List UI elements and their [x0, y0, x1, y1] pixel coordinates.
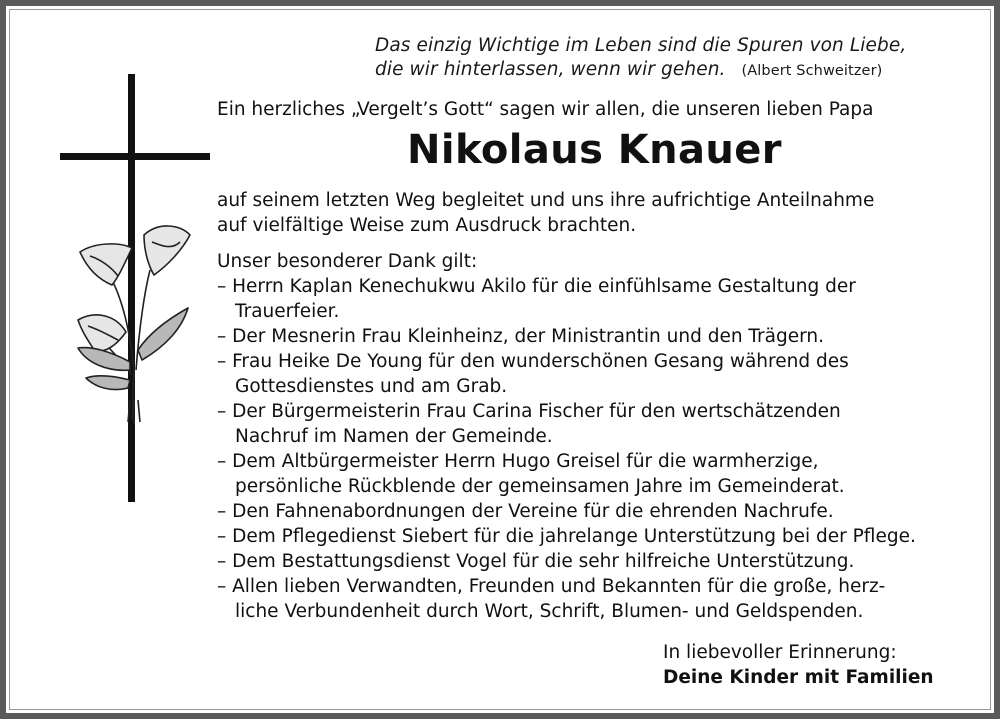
quote-line-text: die wir hinterlassen, wenn wir gehen.: [375, 59, 726, 80]
list-item-line: Trauerfeier.: [235, 301, 340, 322]
list-item-line: persönliche Rückblende der gemeinsamen Jahre im Gemeinderat.: [235, 476, 845, 497]
list-item-line: – Herrn Kaplan Kenechukwu Akilo für die einfühlsame Gestaltung der: [217, 276, 856, 297]
list-item-line: – Allen lieben Verwandten, Freunden und Bekannten für die große, herz-: [217, 576, 886, 597]
list-item-line: – Den Fahnenabordnungen der Vereine für die ehrenden Nachrufe.: [217, 501, 834, 522]
thanks-heading: Unser besonderer Dank gilt:: [217, 251, 478, 272]
deceased-name: Nikolaus Knauer: [407, 127, 782, 173]
thanks-intro: Ein herzliches „Vergelt’s Gott“ sagen wir allen, die unseren lieben Papa: [217, 99, 874, 120]
quote: [375, 34, 975, 83]
list-item: [217, 399, 916, 449]
signature: Deine Kinder mit Familien: [663, 667, 934, 688]
quote-line: [375, 58, 975, 83]
list-item-line: – Der Bürgermeisterin Frau Carina Fischer für den wertschätzenden: [217, 401, 841, 422]
list-item-line: liche Verbundenheit durch Wort, Schrift, Blumen- und Geldspenden.: [235, 601, 864, 622]
quote-author: (Albert Schweitzer): [741, 63, 883, 79]
quote-line: Das einzig Wichtige im Leben sind die Spuren von Liebe,: [375, 35, 907, 56]
list-item-line: Gottesdienstes und am Grab.: [235, 376, 508, 397]
list-item: [217, 574, 916, 624]
list-item: [217, 324, 916, 349]
paragraph-line: auf seinem letzten Weg begleitet und uns ihre aufrichtige Anteilnahme: [217, 190, 875, 211]
closing: [663, 640, 934, 690]
list-item: [217, 499, 916, 524]
list-item: [217, 524, 916, 549]
cross-icon: [60, 74, 210, 502]
intro-paragraph: [217, 188, 874, 238]
thanks-list: [217, 249, 916, 624]
list-item: [217, 274, 916, 324]
closing-line: In liebevoller Erinnerung:: [663, 642, 897, 663]
paragraph-line: auf vielfältige Weise zum Ausdruck brachten.: [217, 215, 637, 236]
list-item-line: – Dem Pflegedienst Siebert für die jahrelange Unterstützung bei der Pflege.: [217, 526, 916, 547]
list-item: [217, 449, 916, 499]
list-item: [217, 349, 916, 399]
cross-with-lilies-illustration: [50, 70, 220, 510]
list-item-line: Nachruf im Namen der Gemeinde.: [235, 426, 553, 447]
list-item-line: – Dem Altbürgermeister Herrn Hugo Greisel für die warmherzige,: [217, 451, 819, 472]
list-item-line: – Frau Heike De Young für den wunderschönen Gesang während des: [217, 351, 849, 372]
list-item-line: – Der Mesnerin Frau Kleinheinz, der Ministrantin und den Trägern.: [217, 326, 824, 347]
list-item: [217, 549, 916, 574]
list-item-line: – Dem Bestattungsdienst Vogel für die sehr hilfreiche Unterstützung.: [217, 551, 855, 572]
